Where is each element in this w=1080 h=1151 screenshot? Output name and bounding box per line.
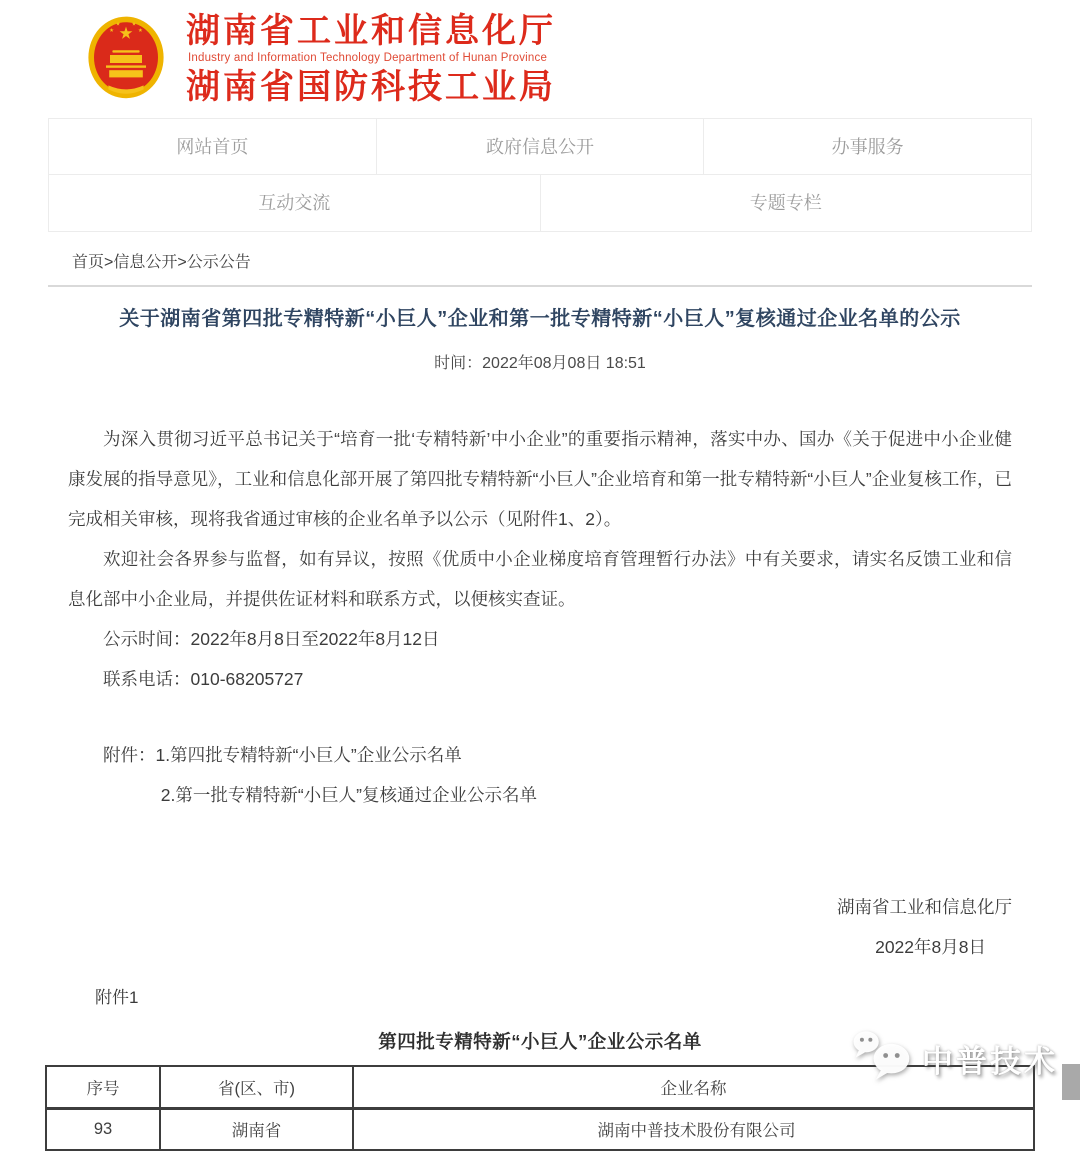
org-name-en: Industry and Information Technology Department of Hunan Province: [188, 52, 548, 65]
header-index: 序号: [46, 1066, 160, 1108]
signature-block: [68, 887, 1012, 967]
org-name-cn-1: 湖南省工业和信息化厅: [186, 12, 556, 51]
nav-item-interaction[interactable]: 互动交流: [48, 175, 541, 232]
signature-org: 湖南省工业和信息化厅: [837, 897, 1012, 917]
nav-row-2: [48, 175, 1032, 232]
header-company: 企业名称: [353, 1066, 1034, 1108]
cell-company: 湖南中普技术股份有限公司: [353, 1108, 1034, 1150]
nav-item-services[interactable]: 办事服务: [703, 118, 1032, 175]
table-header-row: [46, 1066, 1034, 1108]
site-header: [0, 0, 1080, 112]
org-name-cn-2: 湖南省国防科技工业局: [186, 67, 556, 106]
attachment-line-1: [68, 735, 1012, 775]
breadcrumb[interactable]: 首页>信息公开>公示公告: [48, 232, 1032, 287]
nav-item-gov-info[interactable]: 政府信息公开: [376, 118, 705, 175]
nav-item-home[interactable]: 网站首页: [48, 118, 377, 175]
contact-phone: 联系电话：010-68205727: [103, 669, 304, 689]
nav-item-special-topics[interactable]: 专题专栏: [540, 175, 1033, 232]
publish-time: 时间：2022年08月08日 18:51: [434, 355, 646, 372]
attachments-block: [68, 735, 1012, 815]
page-title: 关于湖南省第四批专精特新“小巨人”企业和第一批专精特新“小巨人”复核通过企业名单的公示: [119, 308, 961, 330]
signature-date: 2022年8月8日: [875, 937, 986, 957]
national-emblem-icon: [86, 14, 166, 104]
cell-province: 湖南省: [160, 1108, 353, 1150]
appendix-label: 附件1: [95, 988, 139, 1007]
attachment-1: 1.第四批专精特新“小巨人”企业公示名单: [155, 745, 462, 765]
header-province: 省(区、市): [160, 1066, 353, 1108]
attachment-2: 2.第一批专精特新“小巨人”复核通过企业公示名单: [160, 785, 537, 805]
roster-table: [45, 1065, 1035, 1151]
main-nav: [48, 118, 1032, 232]
roster-table-title: 第四批专精特新“小巨人”企业公示名单: [378, 1031, 702, 1052]
publicity-period: 公示时间：2022年8月8日至2022年8月12日: [103, 629, 440, 649]
paragraph-2: 欢迎社会各界参与监督，如有异议，按照《优质中小企业梯度培育管理暂行办法》中有关要求，请实名反馈工业和信息化部中小企业局，并提供佐证材料和联系方式，以便核实查证。: [68, 549, 1012, 609]
cell-index: 93: [46, 1108, 160, 1150]
watermark-text: 中普技术: [922, 1043, 1058, 1079]
attachments-label: 附件：: [103, 745, 156, 765]
org-title-block: [186, 14, 556, 104]
paragraph-1: 为深入贯彻习近平总书记关于“培育一批‘专精特新’中小企业”的重要指示精神，落实中办、国办《关于促进中小企业健康发展的指导意见》，工业和信息化部开展了第四批专精特新“小巨人”企业培育和第一批专精特新“小巨人”企业复核工作，已完成相关审核，现将我省通过审核的企业名单予以公示（见附件1、2）。: [68, 429, 1012, 529]
nav-row-1: [48, 118, 1032, 175]
table-row: [46, 1108, 1034, 1150]
article-body: [68, 419, 1012, 967]
scrollbar-corner[interactable]: [1062, 1064, 1080, 1100]
